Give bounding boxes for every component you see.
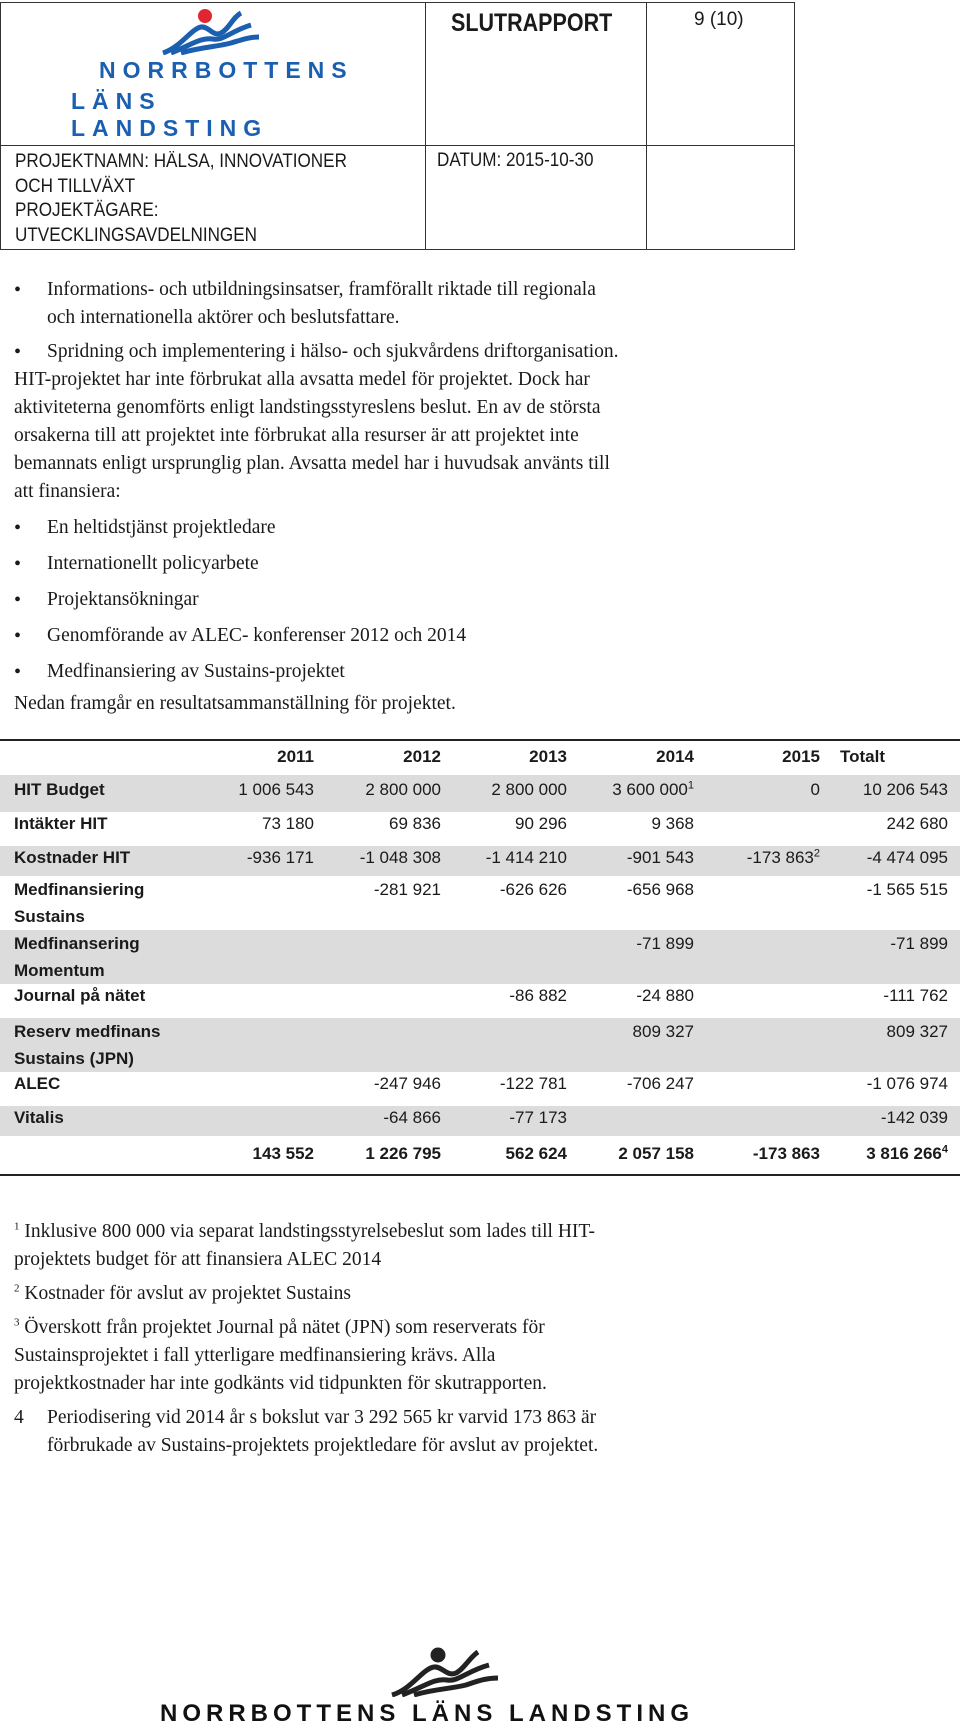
- table-cell: [206, 1018, 326, 1072]
- row-label: Journal på nätet: [14, 986, 146, 1005]
- footnote-ref: 1: [687, 779, 694, 792]
- table-cell: 809 327: [579, 1018, 706, 1072]
- logo-text-line1: NORRBOTTENS: [99, 57, 354, 83]
- list-item: [14, 276, 944, 332]
- header-divider: [1, 145, 794, 146]
- table-cell: 1 006 543: [206, 775, 326, 812]
- text-line: och internationella aktörer och beslutsfattare.: [47, 307, 400, 328]
- footnote: [14, 1314, 944, 1398]
- row-label: Kostnader HIT: [0, 846, 206, 876]
- table-cell: -1 048 308: [326, 846, 453, 876]
- footnote: [14, 1218, 944, 1274]
- table-cell: -173 863: [706, 1136, 832, 1175]
- table-header-row: [0, 741, 960, 775]
- text-line: orsakerna till att projektet inte förbrukat alla resurser är att projektet inte: [14, 425, 579, 446]
- text-line: Kostnader för avslut av projektet Sustains: [24, 1283, 351, 1304]
- paragraph: Nedan framgår en resultatsammanställning för projektet.: [14, 693, 456, 714]
- table-cell: 2 800 000: [326, 775, 453, 812]
- row-label: [0, 1136, 206, 1175]
- table-cell: [206, 930, 326, 984]
- organisation-logo: [71, 7, 354, 141]
- table-cell: -77 173: [453, 1106, 579, 1136]
- table-total-row: [0, 1136, 960, 1175]
- table-cell: [706, 1106, 832, 1136]
- table-header-cell: 2011: [277, 747, 314, 766]
- row-label-line: Reserv medfinans: [14, 1022, 161, 1041]
- table-cell: -71 899: [832, 930, 960, 984]
- document-title: SLUTRAPPORT: [451, 9, 613, 37]
- table-cell: -64 866: [326, 1106, 453, 1136]
- row-label: [0, 930, 206, 984]
- header-divider: [425, 3, 426, 249]
- table-row: [0, 984, 960, 1014]
- table-row: [0, 1072, 960, 1102]
- table-row: [0, 1106, 960, 1136]
- footnotes: [14, 1218, 944, 1466]
- row-label: Intäkter HIT: [14, 814, 108, 833]
- table-cell: [579, 1106, 706, 1136]
- table-cell: -1 076 974: [866, 1074, 948, 1093]
- row-label-line: Sustains: [14, 907, 85, 926]
- footer-logo: [160, 1645, 800, 1725]
- table-cell: 73 180: [262, 814, 314, 833]
- table-cell: -4 474 095: [832, 846, 960, 876]
- table-header-cell: 2012: [403, 747, 441, 766]
- table-cell: [206, 876, 326, 930]
- table-cell: -24 880: [636, 986, 694, 1005]
- row-label: ALEC: [14, 1074, 61, 1093]
- row-label-line: Sustains (JPN): [14, 1049, 134, 1068]
- table-cell: -1 414 210: [453, 846, 579, 876]
- result-table: [0, 741, 960, 1176]
- paragraph: [14, 366, 944, 506]
- table-cell: -122 781: [499, 1074, 567, 1093]
- text-line: Periodisering vid 2014 år s bokslut var 3 292 565 kr varvid 173 863 är: [47, 1407, 597, 1428]
- table-cell: [706, 984, 832, 1014]
- text-line: • Informations- och utbildningsinsatser, framförallt riktade till regionala: [47, 279, 596, 300]
- table-header-cell: [0, 741, 206, 775]
- table-cell: [326, 1018, 453, 1072]
- document-header: [0, 2, 795, 250]
- row-label: HIT Budget: [0, 775, 206, 812]
- table-cell: -281 921: [373, 880, 441, 899]
- table-cell: 562 624: [453, 1136, 579, 1175]
- table-cell: 143 552: [206, 1136, 326, 1175]
- table-cell: 2 057 158: [579, 1136, 706, 1175]
- page-number: 9 (10): [694, 9, 744, 30]
- project-owner-line: PROJEKTÄGARE:: [15, 200, 159, 221]
- text-line: • Spridning och implementering i hälso- och sjukvårdens driftorganisation.: [47, 341, 619, 362]
- text-line: projektets budget för att finansiera ALEC 2014: [14, 1249, 382, 1270]
- footnote: [14, 1280, 944, 1308]
- table-cell: [453, 930, 579, 984]
- text-line: Sustainsprojektet i fall ytterligare medfinansiering krävs. Alla: [14, 1345, 496, 1366]
- table-header-cell: 2013: [529, 747, 567, 766]
- cell-value: 3 816 266: [866, 1144, 942, 1163]
- body-text: [14, 276, 944, 718]
- table-cell: [453, 1018, 579, 1072]
- footer-logo-text: NORRBOTTENS LÄNS LANDSTING: [160, 1700, 694, 1727]
- table-header-cell: 2014: [656, 747, 694, 766]
- logo-text-line2: LÄNS LANDSTING: [71, 88, 269, 141]
- text-line: att finansiera:: [14, 481, 121, 502]
- table-cell: [706, 1018, 832, 1072]
- table-cell: 0: [706, 775, 832, 812]
- list-item: • En heltidstjänst projektledare: [14, 514, 944, 542]
- table-cell: [706, 930, 832, 984]
- table-row: [0, 846, 960, 876]
- footnote-number: 1: [14, 1220, 20, 1233]
- table-row: [0, 1018, 960, 1072]
- table-cell: -142 039: [832, 1106, 960, 1136]
- footnote: [14, 1404, 944, 1460]
- table-cell: -1 565 515: [866, 880, 948, 899]
- table-cell: -626 626: [499, 880, 567, 899]
- row-label-line: Medfinansering: [14, 934, 140, 953]
- text-line: förbrukade av Sustains-projektets projektledare för avslut av projektet.: [47, 1435, 599, 1456]
- table-cell: 10 206 543: [832, 775, 960, 812]
- table-cell: [706, 812, 832, 842]
- table-cell: [206, 1106, 326, 1136]
- table-cell: 90 296: [515, 814, 567, 833]
- project-info: [15, 150, 384, 248]
- footnote-ref: 2: [813, 847, 820, 860]
- text-line: projektkostnader har inte godkänts vid tidpunkten för skutrapporten.: [14, 1373, 547, 1394]
- cell-value: -173 863: [746, 848, 814, 867]
- footnote-number: 2: [14, 1282, 20, 1295]
- footnote-number: 3: [14, 1316, 20, 1329]
- project-name-line: PROJEKTNAMN: HÄLSA, INNOVATIONER: [15, 151, 347, 172]
- table-cell: -71 899: [579, 930, 706, 984]
- table-row: [0, 775, 960, 812]
- row-label-line: Medfinansiering: [14, 880, 145, 899]
- project-name-line: OCH TILLVÄXT: [15, 175, 136, 197]
- row-label: [0, 1018, 206, 1072]
- table-cell: -111 762: [883, 986, 948, 1005]
- table-cell: [206, 984, 326, 1014]
- document-date: DATUM: 2015-10-30: [437, 150, 594, 171]
- table-cell: 69 836: [389, 814, 441, 833]
- list-item: [14, 338, 944, 366]
- table-header-cell: 2015: [782, 747, 820, 766]
- table-cell: -86 882: [509, 986, 567, 1005]
- list-item: • Projektansökningar: [14, 586, 944, 614]
- project-owner-line: UTVECKLINGSAVDELNINGEN: [15, 224, 258, 246]
- table-cell: 1 226 795: [326, 1136, 453, 1175]
- table-cell: [326, 930, 453, 984]
- text-line: Överskott från projektet Journal på nätet (JPN) som reserverats för: [24, 1317, 545, 1338]
- table-row: [0, 930, 960, 984]
- table-row: [0, 812, 960, 842]
- text-line: aktiviteterna genomförts enligt landstingsstyreslens beslut. En av de största: [14, 397, 601, 418]
- table-cell: -706 247: [626, 1074, 694, 1093]
- table-header-cell: Totalt: [840, 747, 886, 766]
- table-cell: [326, 984, 453, 1014]
- list-item: • Internationellt policyarbete: [14, 550, 944, 578]
- table-cell: [579, 775, 706, 812]
- landsting-logo-icon: [161, 7, 261, 55]
- table-cell: -656 968: [626, 880, 694, 899]
- table-cell: [706, 1072, 832, 1102]
- header-divider: [646, 3, 647, 249]
- table-cell: -901 543: [579, 846, 706, 876]
- table-cell: [832, 1136, 960, 1175]
- text-line: HIT-projektet har inte förbrukat alla avsatta medel för projektet. Dock har: [14, 369, 590, 390]
- table-cell: 809 327: [832, 1018, 960, 1072]
- table-cell: -936 171: [206, 846, 326, 876]
- list-item: • Medfinansiering av Sustains-projektet: [14, 658, 944, 686]
- row-label-line: Momentum: [14, 961, 105, 980]
- table-cell: 2 800 000: [453, 775, 579, 812]
- list-item: • Genomförande av ALEC- konferenser 2012 och 2014: [14, 622, 944, 650]
- cell-value: 3 600 000: [612, 780, 688, 799]
- footnote-number: 4: [14, 1407, 24, 1428]
- landsting-logo-icon: [390, 1645, 500, 1697]
- table-cell: 9 368: [651, 814, 694, 833]
- text-line: bemannats enligt ursprunglig plan. Avsatta medel har i huvudsak använts till: [14, 453, 610, 474]
- footnote-ref: 4: [941, 1143, 948, 1156]
- row-label: [0, 876, 206, 930]
- table-cell: [706, 846, 832, 876]
- table-row: [0, 876, 960, 930]
- table-cell: 242 680: [886, 814, 948, 833]
- table-cell: [206, 1072, 326, 1102]
- text-line: Inklusive 800 000 via separat landstingsstyrelsebeslut som lades till HIT-: [24, 1221, 596, 1242]
- table-cell: -247 946: [373, 1074, 441, 1093]
- row-label: Vitalis: [0, 1106, 206, 1136]
- table-cell: [706, 876, 832, 930]
